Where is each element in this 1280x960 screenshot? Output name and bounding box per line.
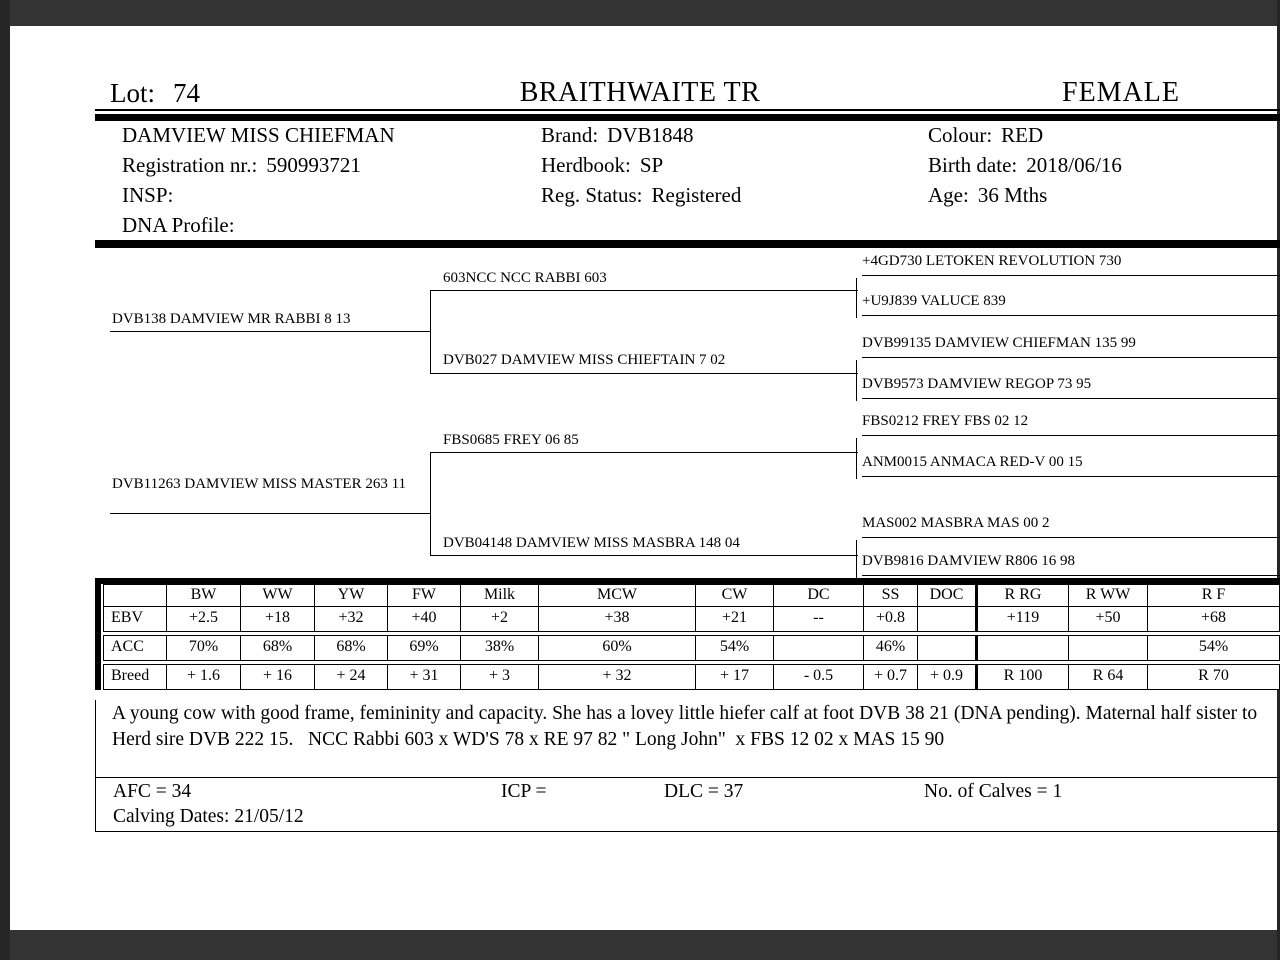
ebv-header-fw: FW xyxy=(388,585,461,606)
ebv-cw: +21 xyxy=(696,607,774,631)
dam-underline xyxy=(110,513,430,514)
acc-yw: 68% xyxy=(315,636,388,660)
acc-rrg xyxy=(978,636,1069,660)
ebv-bw: +2.5 xyxy=(167,607,241,631)
description-line-2: Maternal half sister to Herd sire DVB 222 15. NCC Rabbi 603 x WD'S 78 x RE 97 82 " Long John" x FBS 12 02 x MAS 15 xyxy=(112,703,1263,750)
ebv-ww: +18 xyxy=(241,607,315,631)
viewer-top-band xyxy=(0,0,1280,26)
ggp-connector-4 xyxy=(856,540,857,578)
acc-milk: 38% xyxy=(461,636,539,660)
registration-label: Registration nr.: xyxy=(122,153,258,177)
dna-profile-label: DNA Profile: xyxy=(122,213,235,237)
acc-row-label: ACC xyxy=(104,636,167,660)
colour-row xyxy=(928,123,1043,148)
ebv-header-rf: R F xyxy=(1201,586,1226,603)
info-bottom-rule xyxy=(95,240,1280,248)
ebv-header-row xyxy=(103,584,1280,607)
breed-ss: + 0.7 xyxy=(864,665,918,689)
herdbook-label: Herdbook: xyxy=(541,153,631,177)
reg-status-row xyxy=(541,183,741,208)
reg-status-value: Registered xyxy=(651,183,742,207)
ebv-header-milk: Milk xyxy=(461,585,539,606)
insp-label: INSP: xyxy=(122,183,174,207)
stats-box xyxy=(95,778,1280,832)
ggp-connector-1 xyxy=(856,278,857,318)
ebv-row-label: EBV xyxy=(104,607,167,631)
breed-fw: + 31 xyxy=(388,665,461,689)
dlc-stat: DLC = 37 xyxy=(664,781,744,802)
ebv-header-doc: DOC xyxy=(918,585,978,606)
ebv-row-breed xyxy=(103,664,1280,690)
pedigree-ggp-4: DVB9573 DAMVIEW REGOP 73 95 xyxy=(862,376,1280,399)
birth-date-row xyxy=(928,153,1122,178)
calving-dates: Calving Dates: 21/05/12 xyxy=(113,806,304,827)
calves-stat: No. of Calves = 1 xyxy=(924,781,1063,802)
description-line-3: 90 xyxy=(924,729,945,750)
ggp-connector-3 xyxy=(856,438,857,479)
birth-date-label: Birth date: xyxy=(928,153,1018,177)
colour-label: Colour: xyxy=(928,123,993,147)
acc-mcw: 60% xyxy=(539,636,696,660)
ebv-table xyxy=(95,578,1280,690)
pedigree-dam-dam: DVB04148 DAMVIEW MISS MASBRA 148 04 xyxy=(443,535,740,551)
breed-bw: + 1.6 xyxy=(167,665,241,689)
breed-cw: + 17 xyxy=(696,665,774,689)
pedigree-ggp-5: FBS0212 FREY FBS 02 12 xyxy=(862,413,1280,436)
pedigree-ggp-6: ANM0015 ANMACA RED-V 00 15 xyxy=(862,454,1280,477)
registration-row xyxy=(122,153,361,178)
age-value: 36 Mths xyxy=(977,183,1048,207)
ggp-connector-2 xyxy=(856,360,857,401)
registration-value: 590993721 xyxy=(266,153,361,177)
acc-ss: 46% xyxy=(864,636,918,660)
ebv-header-rrg: R RG xyxy=(978,585,1069,606)
lot-label: Lot: xyxy=(110,78,155,108)
breed-mcw: + 32 xyxy=(539,665,696,689)
sire-underline xyxy=(110,331,430,332)
header-rule-thin xyxy=(95,109,1280,111)
description-box xyxy=(95,700,1280,778)
pedigree-ggp-3: DVB99135 DAMVIEW CHIEFMAN 135 99 xyxy=(862,335,1280,358)
pedigree-sire-dam: DVB027 DAMVIEW MISS CHIEFTAIN 7 02 xyxy=(443,352,726,368)
reg-status-label: Reg. Status: xyxy=(541,183,643,207)
ebv-header-cw: CW xyxy=(696,585,774,606)
breed-yw: + 24 xyxy=(315,665,388,689)
brand-label: Brand: xyxy=(541,123,599,147)
pedigree-ggp-7: MAS002 MASBRA MAS 00 2 xyxy=(862,515,1280,538)
description-line-1: A young cow with good frame, femininity and capacity. She has a lovey little hiefer calf at foot DVB 38 21 (DNA pending). xyxy=(112,703,1081,724)
ebv-mcw: +38 xyxy=(539,607,696,631)
ebv-header-dc: DC xyxy=(774,585,864,606)
age-label: Age: xyxy=(928,183,969,207)
ebv-dc: -- xyxy=(774,607,864,631)
ebv-header-ww: WW xyxy=(241,585,315,606)
breed-rf: R 70 xyxy=(1198,667,1229,684)
pedigree-ggp-8: DVB9816 DAMVIEW R806 16 98 xyxy=(862,553,1280,576)
acc-rf: 54% xyxy=(1198,638,1229,655)
ebv-fw: +40 xyxy=(388,607,461,631)
acc-dc xyxy=(774,636,864,660)
breed-milk: + 3 xyxy=(461,665,539,689)
sex-label: FEMALE xyxy=(1062,77,1180,108)
age-row xyxy=(928,183,1047,208)
pedigree-sire: DVB138 DAMVIEW MR RABBI 8 13 xyxy=(112,311,351,327)
afc-stat: AFC = 34 xyxy=(113,781,192,802)
pedigree-ggp-1: +4GD730 LETOKEN REVOLUTION 730 xyxy=(862,253,1280,276)
acc-cw: 54% xyxy=(696,636,774,660)
herdbook-row xyxy=(541,153,663,178)
ebv-header-blank xyxy=(104,585,167,606)
breed-ww: + 16 xyxy=(241,665,315,689)
ebv-header-rww: R WW xyxy=(1069,585,1148,606)
animal-name: DAMVIEW MISS CHIEFMAN xyxy=(122,123,395,147)
colour-value: RED xyxy=(1001,123,1044,147)
ebv-row-acc xyxy=(103,635,1280,661)
ebv-header-yw: YW xyxy=(315,585,388,606)
breed-rrg: R 100 xyxy=(978,665,1069,689)
breed-row-label: Breed xyxy=(104,665,167,689)
breed-dc: - 0.5 xyxy=(774,665,864,689)
ebv-rf: +68 xyxy=(1200,609,1227,626)
ebv-row-ebv xyxy=(103,606,1280,632)
ebv-header-bw: BW xyxy=(167,585,241,606)
birth-date-value: 2018/06/16 xyxy=(1026,153,1122,177)
ebv-ss: +0.8 xyxy=(864,607,918,631)
ebv-doc xyxy=(918,607,978,631)
page-title: BRAITHWAITE TR xyxy=(519,77,761,108)
pedigree-ggp-2: +U9J839 VALUCE 839 xyxy=(862,293,1280,316)
ebv-milk: +2 xyxy=(461,607,539,631)
lot-number: 74 xyxy=(173,78,200,108)
ebv-yw: +32 xyxy=(315,607,388,631)
breed-rww: R 64 xyxy=(1069,665,1148,689)
breed-doc: + 0.9 xyxy=(918,665,978,689)
pedigree-dam-sire: FBS0685 FREY 06 85 xyxy=(443,432,579,448)
ebv-rrg: +119 xyxy=(978,607,1069,631)
pedigree-sire-sire: 603NCC NCC RABBI 603 xyxy=(443,270,607,286)
ebv-header-ss: SS xyxy=(864,585,918,606)
acc-doc xyxy=(918,636,978,660)
acc-rww xyxy=(1069,636,1148,660)
brand-value: DVB1848 xyxy=(607,123,694,147)
pedigree-dam: DVB11263 DAMVIEW MISS MASTER 263 11 xyxy=(112,476,407,492)
viewer-bottom-band xyxy=(0,930,1280,960)
brand-row xyxy=(541,123,694,148)
ebv-rww: +50 xyxy=(1069,607,1148,631)
acc-ww: 68% xyxy=(241,636,315,660)
ebv-header-mcw: MCW xyxy=(539,585,696,606)
acc-fw: 69% xyxy=(388,636,461,660)
icp-stat: ICP = xyxy=(501,781,547,802)
herdbook-value: SP xyxy=(639,153,664,177)
acc-bw: 70% xyxy=(167,636,241,660)
header-rule-thick xyxy=(95,114,1280,121)
viewer-left-edge xyxy=(0,0,10,960)
